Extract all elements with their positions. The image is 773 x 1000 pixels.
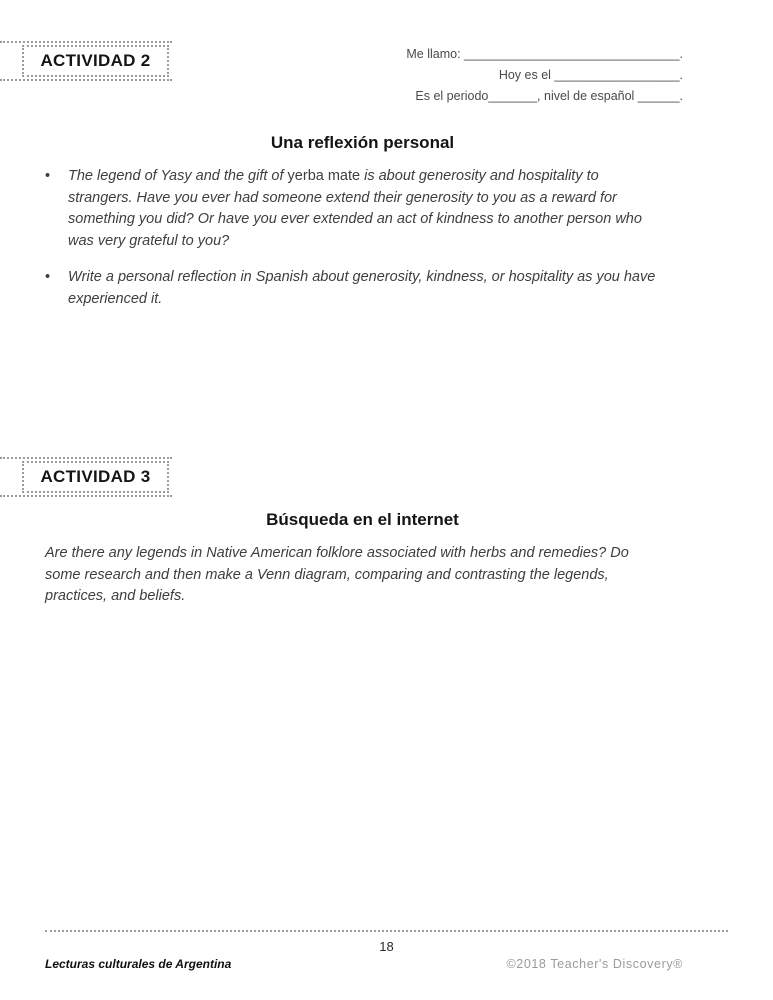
activity-2-marker	[0, 41, 172, 81]
activity-3-title: Búsqueda en el internet	[266, 510, 459, 529]
bullet-1-term: yerba mate	[287, 168, 361, 184]
bullet-1-post: is about generosity and hospitality to strangers. Have you ever had someone extend their generosity to you as a reward for something you did? Or have you ever extended an act of kindness to another person who was very grateful to you?	[68, 168, 642, 249]
bullet-2-text: Write a personal reflection in Spanish about generosity, kindness, or hospitality as you have experienced it.	[68, 269, 656, 307]
dotted-line-bottom	[0, 495, 172, 497]
list-item	[45, 166, 663, 252]
book-title: Lecturas culturales de Argentina	[45, 957, 232, 971]
name-blank-line: Me llamo: _______________________________.	[406, 47, 683, 61]
student-header-block	[406, 44, 683, 107]
page-number: 18	[379, 939, 394, 954]
list-item	[45, 267, 663, 310]
period-blank-line: Es el periodo_______, nivel de español ______.	[415, 89, 683, 103]
activity-3-marker	[0, 457, 172, 497]
activity-2-title: Una reflexión personal	[270, 133, 455, 152]
bullet-1-pre: The legend of Yasy and the gift of	[68, 168, 288, 184]
footer-dotted-rule	[45, 930, 728, 932]
dotted-line-bottom	[0, 79, 172, 81]
date-blank-line: Hoy es el __________________.	[498, 68, 683, 82]
activity-3-instructions: Are there any legends in Native American folklore associated with herbs and remedies? Do some research and then make a Venn diagram, comparing and contrasting the legends, practices, and beliefs.	[45, 545, 629, 604]
copyright-notice: ©2018 Teacher's Discovery®	[506, 957, 683, 971]
activity-2-instructions	[45, 166, 663, 325]
bullet-icon: •	[45, 168, 51, 184]
bullet-1-text	[68, 166, 663, 252]
dotted-line-top	[0, 41, 172, 43]
dotted-line-top	[0, 457, 172, 459]
activity-2-label: ACTIVIDAD 2	[22, 45, 169, 77]
activity-3-label: ACTIVIDAD 3	[22, 461, 169, 493]
bullet-icon: •	[45, 269, 51, 285]
